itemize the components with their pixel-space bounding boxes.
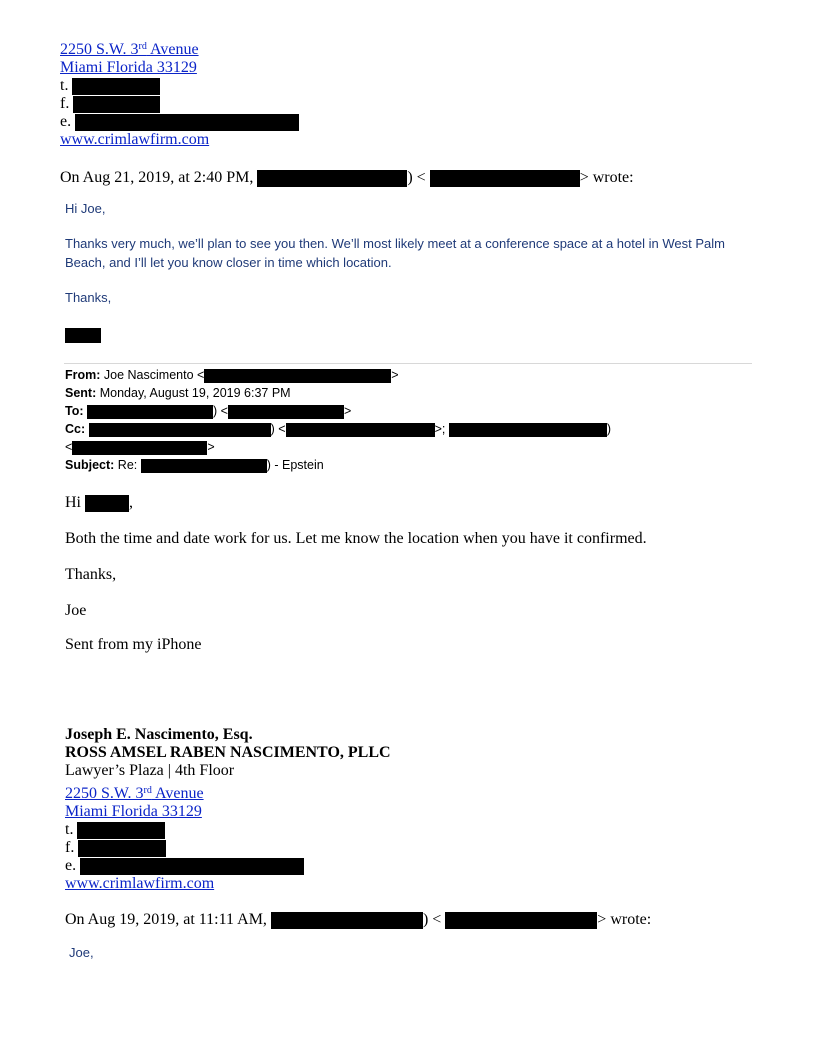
cc-line2-start: <	[65, 440, 73, 454]
from-label: From:	[65, 368, 101, 382]
redaction-block	[85, 495, 129, 512]
header-to	[65, 404, 351, 419]
phone-row	[65, 821, 165, 839]
email-label: e.	[60, 113, 72, 130]
website-link[interactable]: www.crimlawfirm.com	[65, 875, 215, 892]
address-superscript[interactable]: rd	[143, 785, 152, 796]
to-end: >	[343, 404, 352, 418]
reply-intro-suffix: > wrote:	[597, 911, 652, 928]
reply-intro-separator: ) <	[407, 169, 426, 186]
redaction-block	[89, 423, 271, 437]
address-avenue[interactable]: Avenue	[146, 41, 199, 58]
address-superscript[interactable]: rd	[138, 41, 147, 52]
message-greeting	[65, 494, 133, 512]
address-street[interactable]: 2250 S.W. 3	[60, 41, 139, 58]
phone-row	[60, 77, 160, 95]
email-label: e.	[65, 857, 77, 874]
address-line-2[interactable]: Miami Florida 33129	[60, 59, 197, 76]
redaction-block	[430, 170, 580, 187]
message-thanks: Thanks,	[65, 566, 117, 583]
header-subject	[65, 458, 324, 473]
sent-label: Sent:	[65, 386, 97, 400]
redaction-block	[445, 912, 597, 929]
redaction-block	[65, 328, 101, 343]
sent-from-line: Sent from my iPhone	[65, 636, 202, 653]
reply-intro-text: On Aug 21, 2019, at 2:40 PM,	[60, 169, 254, 186]
address-street[interactable]: 2250 S.W. 3	[65, 785, 144, 802]
header-cc-line-2	[65, 440, 215, 455]
redaction-block	[141, 459, 267, 473]
message-body-line-2: Beach, and I’ll let you know closer in time which location.	[65, 255, 392, 270]
cc-label: Cc:	[65, 422, 86, 436]
greeting-text: Hi	[65, 494, 85, 511]
phone-label: t.	[65, 821, 74, 838]
cc-separator-2: >;	[434, 422, 449, 436]
from-value: Joe Nascimento <	[100, 368, 205, 382]
redaction-block	[87, 405, 213, 419]
website-link[interactable]: www.crimlawfirm.com	[60, 131, 210, 148]
from-end: >	[391, 368, 399, 382]
quoted-greeting-2: Joe,	[69, 945, 94, 960]
redaction-block	[257, 170, 407, 187]
redaction-block	[286, 423, 435, 437]
address-line-1[interactable]	[60, 41, 199, 59]
address-line-2[interactable]: Miami Florida 33129	[65, 803, 202, 820]
divider	[64, 363, 752, 364]
reply-intro-1	[60, 169, 634, 187]
header-cc	[65, 422, 611, 437]
fax-row	[60, 95, 160, 113]
redaction-block	[72, 78, 160, 95]
redaction-block	[204, 369, 391, 383]
cc-separator: ) <	[270, 422, 286, 436]
redaction-block	[78, 840, 166, 857]
redaction-block	[271, 912, 423, 929]
redaction-block	[80, 858, 304, 875]
firm-name: ROSS AMSEL RABEN NASCIMENTO, PLLC	[65, 744, 391, 761]
cc-line2-end: >	[207, 440, 215, 454]
redaction-block	[77, 822, 165, 839]
header-sent	[65, 386, 291, 400]
reply-intro-separator: ) <	[422, 911, 442, 928]
cc-end: )	[606, 422, 611, 436]
fax-label: f.	[65, 839, 75, 856]
greeting: Hi Joe,	[65, 201, 106, 216]
message-body-line-1: Thanks very much, we’ll plan to see you then. We’ll most likely meet at a conference space at a hotel in West Palm	[65, 236, 725, 251]
address-avenue[interactable]: Avenue	[151, 785, 204, 802]
message-text: Both the time and date work for us. Let me know the location when you have it confirmed.	[65, 530, 647, 547]
header-from	[65, 368, 399, 383]
subject-end: ) - Epstein	[266, 458, 324, 472]
redaction-block	[75, 114, 299, 131]
reply-intro-2	[65, 911, 651, 929]
building-line: Lawyer’s Plaza | 4th Floor	[65, 762, 235, 779]
signature-redaction	[65, 328, 101, 343]
to-label: To:	[65, 404, 84, 418]
reply-intro-suffix: > wrote:	[579, 169, 634, 186]
address-line-1[interactable]	[65, 785, 204, 803]
message-signoff: Joe	[65, 602, 87, 619]
signature-name: Joseph E. Nascimento, Esq.	[65, 726, 253, 743]
redaction-block	[228, 405, 344, 419]
redaction-block	[72, 441, 207, 455]
to-separator: ) <	[213, 404, 228, 418]
subject-label: Subject:	[65, 458, 115, 472]
email-row	[60, 113, 299, 131]
sent-value: Monday, August 19, 2019 6:37 PM	[96, 386, 291, 400]
redaction-block	[73, 96, 160, 113]
email-row	[65, 857, 304, 875]
phone-label: t.	[60, 77, 69, 94]
subject-value: Re:	[114, 458, 141, 472]
fax-label: f.	[60, 95, 70, 112]
fax-row	[65, 839, 166, 857]
redaction-block	[449, 423, 607, 437]
reply-intro-text: On Aug 19, 2019, at 11:11 AM,	[65, 911, 267, 928]
closing: Thanks,	[65, 290, 112, 305]
greeting-comma: ,	[129, 494, 133, 511]
